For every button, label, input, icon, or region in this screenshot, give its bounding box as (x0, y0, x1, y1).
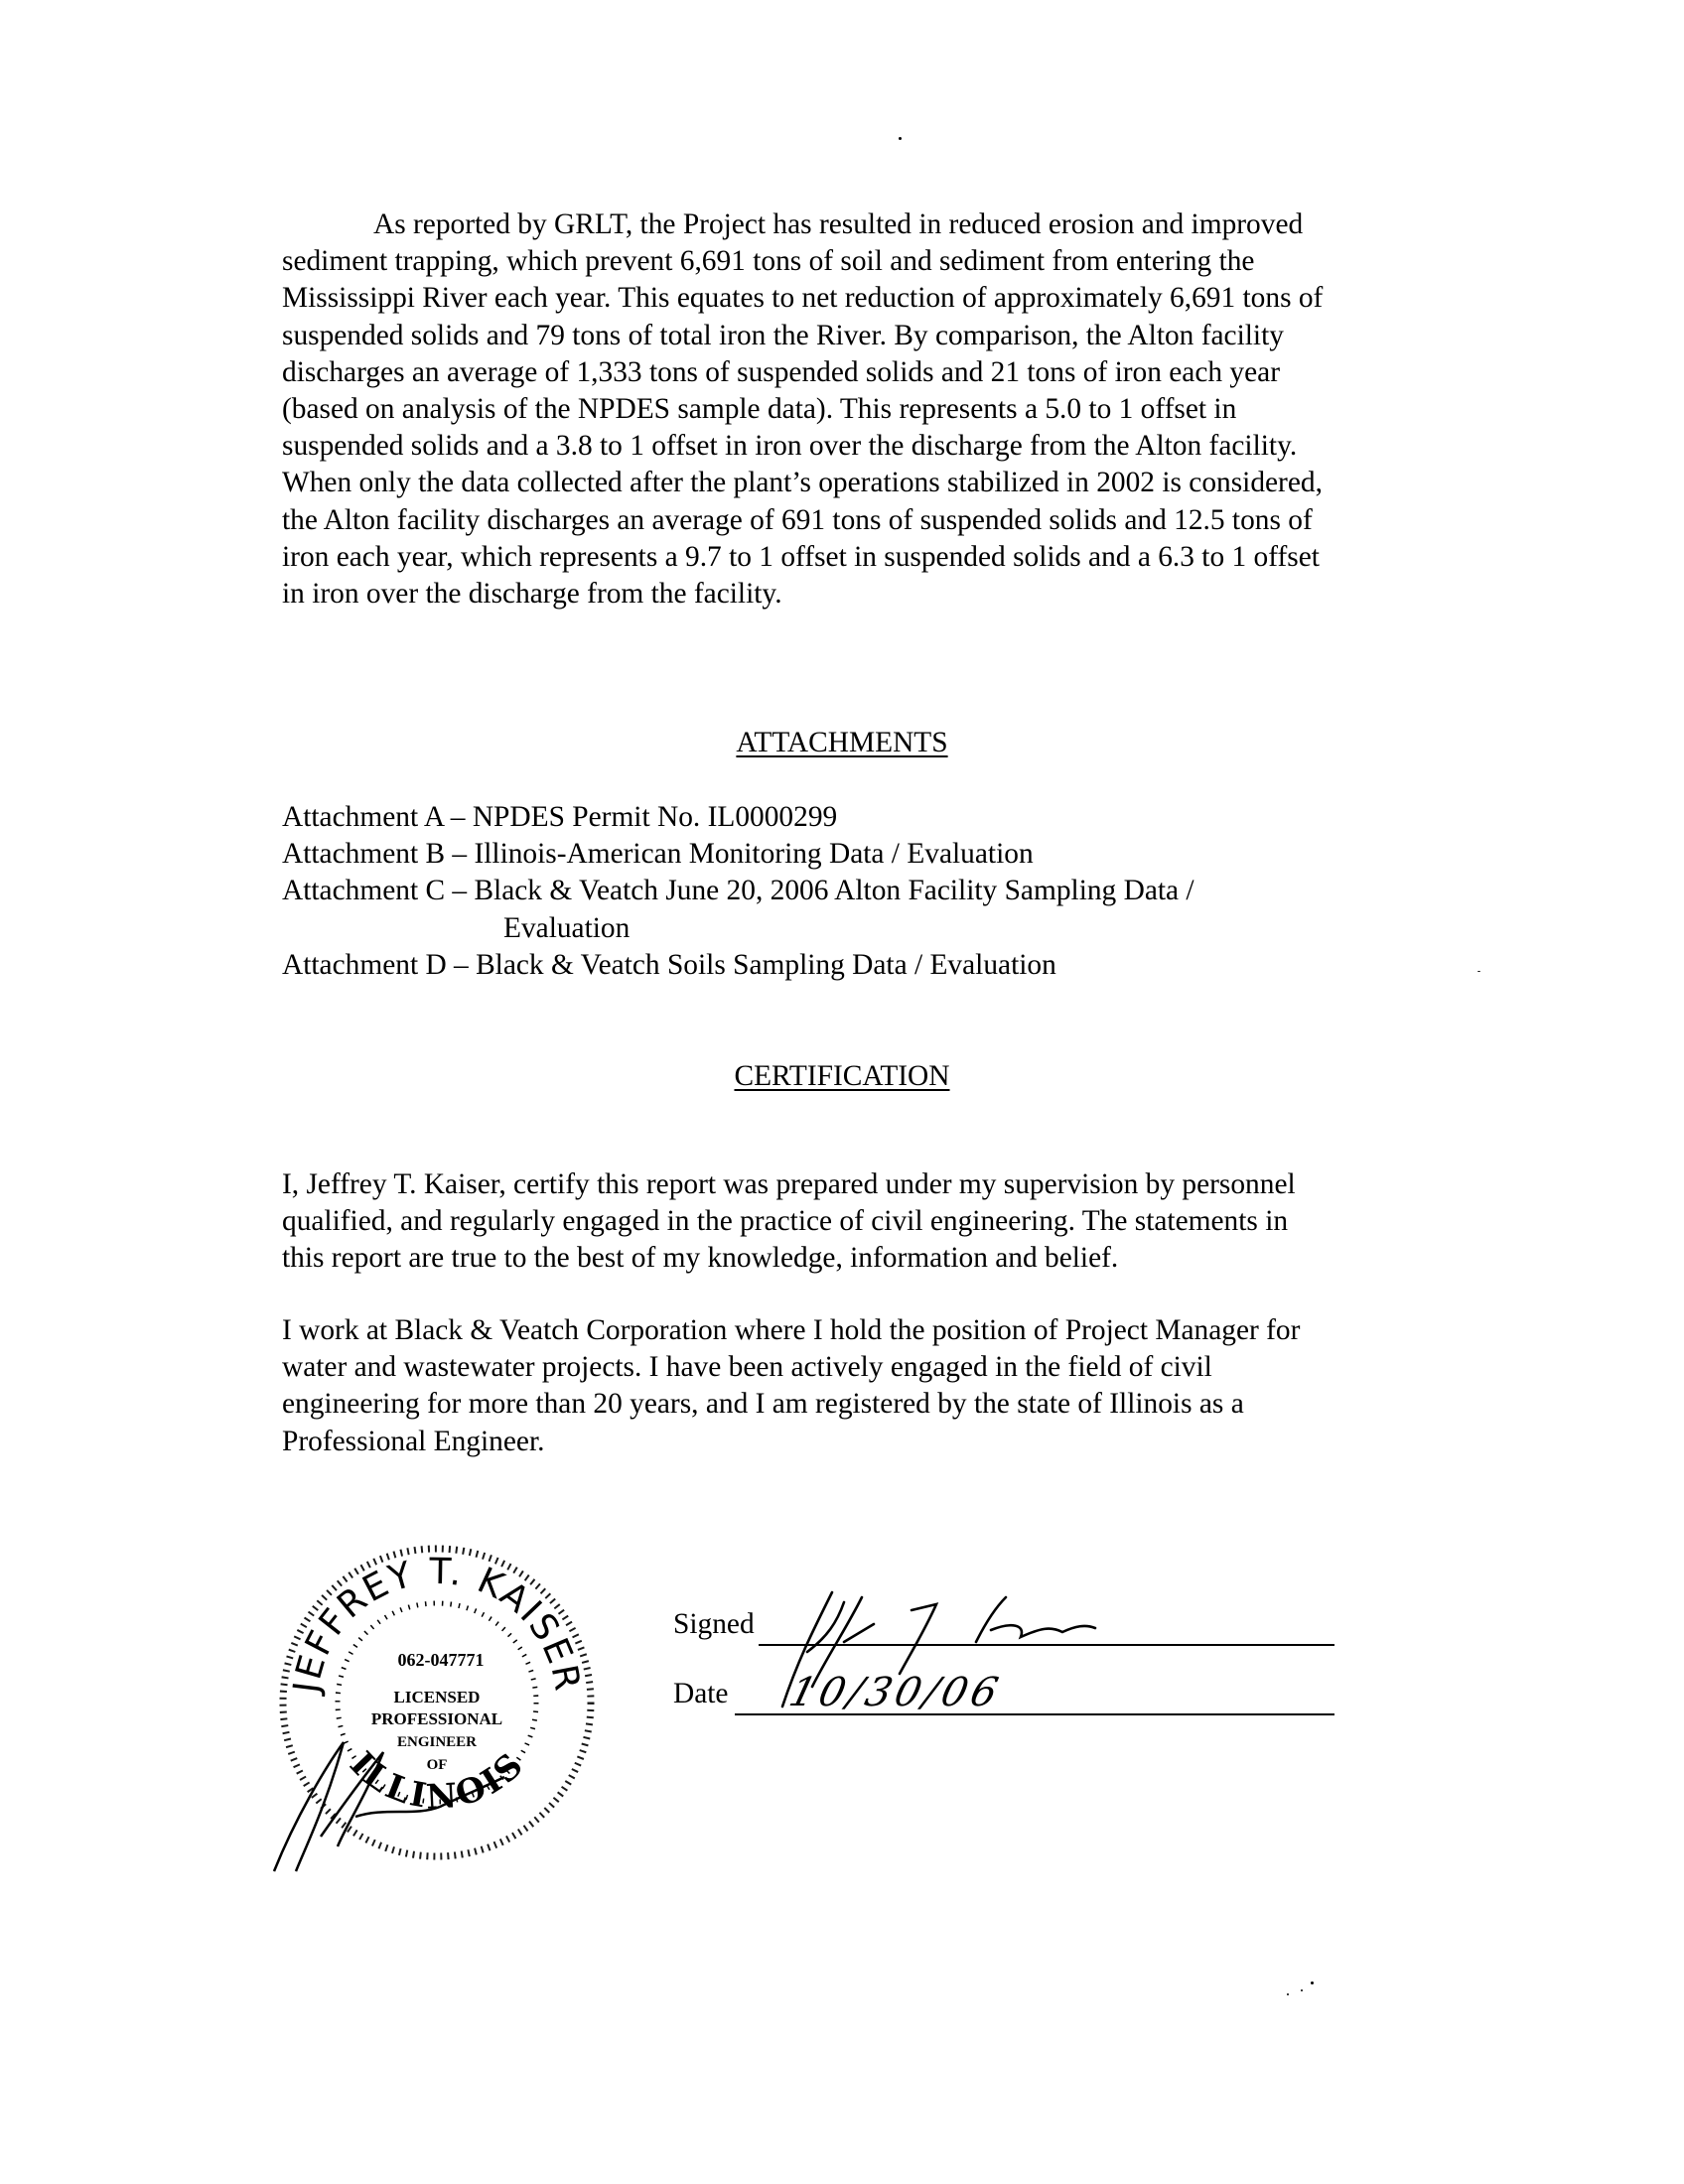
attachments-list (282, 799, 1454, 984)
certification-heading-text: CERTIFICATION (734, 1060, 950, 1092)
engineer-seal (266, 1519, 604, 1876)
intro-line: the Alton facility discharges an average of 691 tons of suspended solids and 12.5 tons of (282, 503, 1313, 536)
signature-block (673, 1608, 1348, 1747)
signed-row (673, 1608, 755, 1641)
certification-line: engineering for more than 20 years, and I am registered by the state of Illinois as a (282, 1388, 1244, 1421)
seal-state-text: ILLINOIS (342, 1743, 533, 1818)
handwritten-date: 10/30/06 (784, 1670, 1007, 1715)
seal-stamp-icon (266, 1519, 604, 1876)
attachment-item-c: Attachment C – Black & Veatch June 20, 2006 Alton Facility Sampling Data / (282, 875, 1194, 907)
certification-paragraph-2 (282, 1312, 1454, 1460)
intro-line: sediment trapping, which prevent 6,691 tons of soil and sediment from entering the (282, 245, 1255, 278)
seal-line1: LICENSED (393, 1688, 481, 1706)
attachment-item-c-continued: Evaluation (503, 911, 631, 944)
intro-line: suspended solids and 79 tons of total iron the River. By comparison, the Alton facility (282, 319, 1284, 351)
seal-number: 062-047771 (397, 1650, 485, 1670)
seal-line4: OF (426, 1757, 448, 1773)
svg-text:JEFFREY T. KAISER (286, 1552, 588, 1698)
attachment-item-a: Attachment A – NPDES Permit No. IL0000299 (282, 801, 838, 833)
intro-line: When only the data collected after the plant’s operations stabilized in 2002 is considered, (282, 467, 1323, 499)
certification-line: Professional Engineer. (282, 1425, 545, 1457)
date-label: Date (673, 1678, 729, 1709)
intro-line: As reported by GRLT, the Project has resulted in reduced erosion and improved (373, 208, 1304, 240)
attachments-heading-text: ATTACHMENTS (736, 727, 948, 758)
certification-heading (0, 1058, 1684, 1095)
certification-line: water and wastewater projects. I have been actively engaged in the field of civil (282, 1351, 1212, 1384)
intro-line: iron each year, which represents a 9.7 to 1 offset in suspended solids and a 6.3 to 1 offset (282, 540, 1320, 573)
certification-line: I work at Black & Veatch Corporation where I hold the position of Project Manager for (282, 1314, 1301, 1346)
intro-paragraph (282, 206, 1454, 613)
signed-label: Signed (673, 1608, 755, 1640)
intro-line: (based on analysis of the NPDES sample data). This represents a 5.0 to 1 offset in (282, 393, 1237, 426)
attachment-item-d: Attachment D – Black & Veatch Soils Sampling Data / Evaluation (282, 948, 1056, 981)
date-row (673, 1678, 728, 1710)
scan-speck (1301, 1989, 1303, 1991)
intro-line: discharges an average of 1,333 tons of suspended solids and 21 tons of iron each year (282, 355, 1281, 388)
certification-line: this report are true to the best of my knowledge, information and belief. (282, 1242, 1119, 1275)
seal-line2: PROFESSIONAL (370, 1709, 503, 1728)
attachments-heading (0, 725, 1684, 761)
certification-paragraph-1 (282, 1166, 1454, 1278)
certification-line: qualified, and regularly engaged in the practice of civil engineering. The statements in (282, 1205, 1289, 1238)
scan-speck (1287, 1993, 1289, 1995)
seal-name-text: JEFFREY T. KAISER (286, 1551, 588, 1696)
certification-line: I, Jeffrey T. Kaiser, certify this report was prepared under my supervision by personnel (282, 1168, 1296, 1200)
intro-line: suspended solids and a 3.8 to 1 offset in iron over the discharge from the Alton facility. (282, 430, 1298, 463)
scan-speck (1311, 1981, 1314, 1984)
intro-line: in iron over the discharge from the facility. (282, 578, 782, 611)
scan-speck (1477, 971, 1480, 972)
seal-line3: ENGINEER (396, 1734, 478, 1750)
scan-speck (899, 137, 902, 140)
attachment-item-b: Attachment B – Illinois-American Monitoring Data / Evaluation (282, 838, 1034, 871)
intro-line: Mississippi River each year. This equates to net reduction of approximately 6,691 tons of (282, 282, 1324, 315)
